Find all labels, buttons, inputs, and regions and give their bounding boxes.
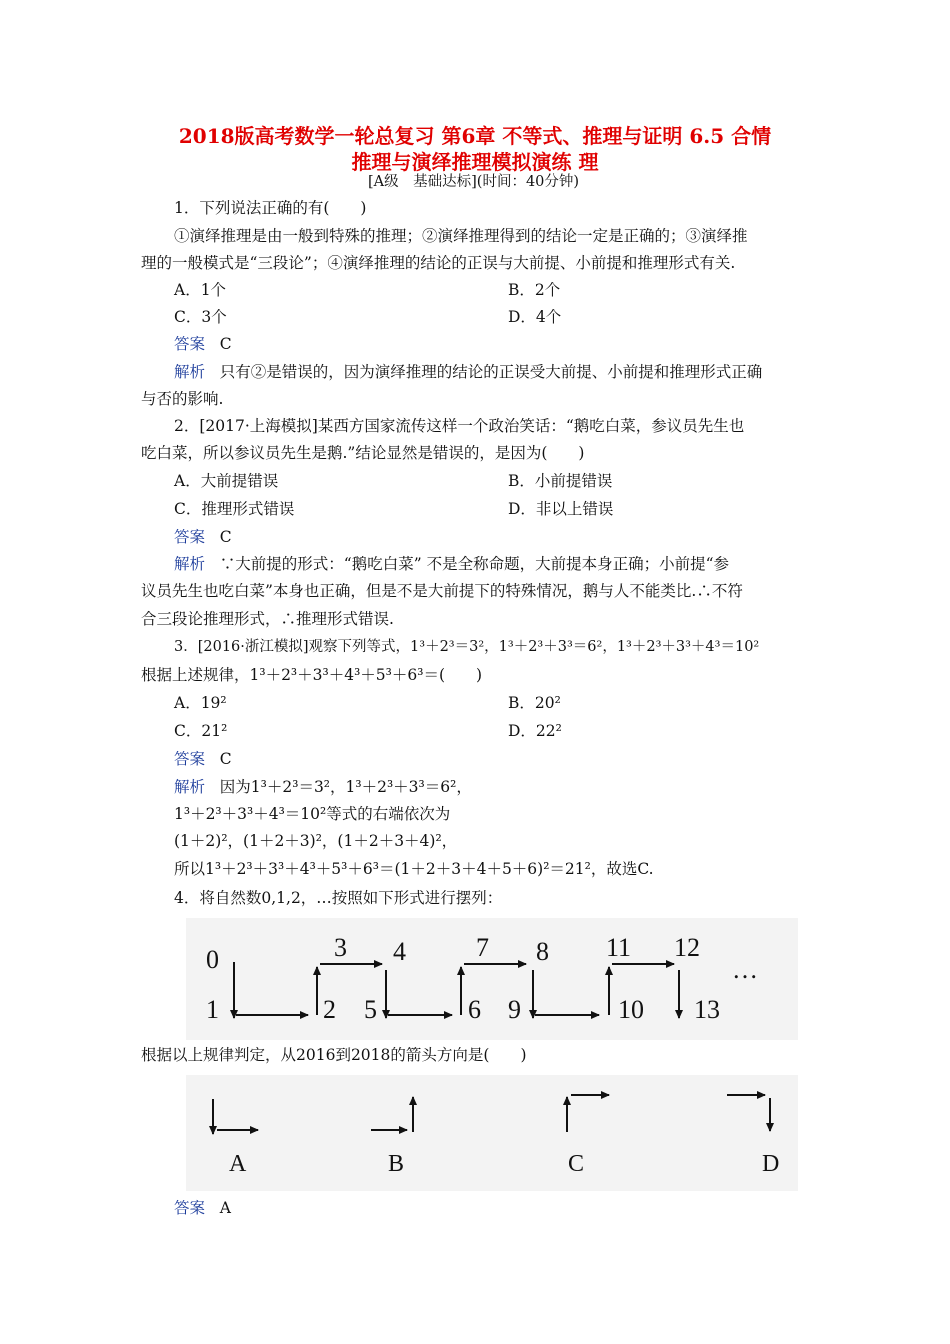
- sequence-number-14: …: [732, 955, 758, 984]
- section-subtitle: [A级 基础达标](时间：40分钟): [368, 174, 580, 190]
- q1-answer-value: C: [219, 335, 232, 353]
- q3-answer-value: C: [219, 750, 232, 768]
- q3-option-c: C．21²: [174, 722, 228, 740]
- q1-body-line-1: ①演绎推理是由一般到特殊的推理；②演绎推理得到的结论一定是正确的；③演绎推: [174, 227, 748, 245]
- sequence-number-3: 3: [334, 933, 347, 962]
- answer-label: 答案: [174, 528, 206, 546]
- analysis-label: 解析: [174, 555, 206, 573]
- q1-option-d: D．4个: [508, 308, 562, 326]
- sequence-number-4: 4: [393, 937, 406, 966]
- q2-stem-line-1: 2．[2017·上海模拟]某西方国家流传这样一个政治笑话：“鹅吃白菜，参议员先生也: [174, 417, 745, 435]
- choice-label-c: C: [568, 1151, 585, 1177]
- q1-body-line-2: 理的一般模式是“三段论”；④演绎推理的结论的正误与大前提、小前提和推理形式有关.: [141, 254, 736, 272]
- q2-analysis-line-2: 议员先生也吃白菜”本身也正确，但是不是大前提下的特殊情况，鹅与人不能类比.∴不符: [141, 582, 743, 600]
- sequence-number-9: 9: [508, 995, 521, 1024]
- q2-answer-row: [174, 526, 232, 548]
- q3-analysis-line-1: 因为1³＋2³＝3²，1³＋2³＋3³＝6²，: [219, 778, 472, 796]
- arrow-choices-figure: [186, 1075, 798, 1191]
- q3-analysis-line-4: 所以1³＋2³＋3³＋4³＋5³＋6³＝(1＋2＋3＋4＋5＋6)²＝21²，故选C.: [174, 860, 654, 878]
- q1-analysis-line-1: 只有②是错误的，因为演绎推理的结论的正误受大前提、小前提和推理形式正确: [219, 363, 763, 381]
- q3-option-d: D．22²: [508, 722, 562, 740]
- q3-answer-row: [174, 748, 232, 770]
- q4-answer-row: [174, 1197, 231, 1219]
- q2-option-c: C．推理形式错误: [174, 500, 295, 518]
- sequence-number-0: 0: [206, 945, 219, 974]
- q1-analysis-row: [174, 361, 762, 383]
- q2-stem-line-2: 吃白菜，所以参议员先生是鹅.”结论显然是错误的，是因为( ): [141, 444, 585, 462]
- q3-analysis-row: [174, 776, 472, 798]
- choice-label-d: D: [762, 1151, 780, 1177]
- q3-stem-line-1: 3．[2016·浙江模拟]观察下列等式，1³＋2³＝3²，1³＋2³＋3³＝6²，1³＋2³＋3³＋4³＝10²: [174, 639, 760, 655]
- q1-analysis-line-2: 与否的影响.: [141, 390, 224, 408]
- sequence-number-12: 12: [674, 933, 700, 962]
- sequence-number-8: 8: [536, 937, 549, 966]
- sequence-number-2: 2: [323, 995, 336, 1024]
- sequence-number-1: 1: [206, 995, 219, 1024]
- q1-answer-row: [174, 333, 232, 355]
- doc-title-line-1: 2018版高考数学一轮总复习 第6章 不等式、推理与证明 6.5 合情: [178, 124, 772, 148]
- arrangement-svg: [186, 918, 798, 1040]
- answer-label: 答案: [174, 1199, 206, 1217]
- q3-option-b: B．20²: [508, 694, 561, 712]
- q2-analysis-row: [174, 553, 729, 575]
- q2-analysis-line-3: 合三段论推理形式，∴推理形式错误.: [141, 610, 394, 628]
- q1-stem: 1．下列说法正确的有( ): [174, 199, 367, 217]
- number-arrangement-figure: [186, 918, 798, 1040]
- q3-analysis-line-2: 1³＋2³＋3³＋4³＝10²等式的右端依次为: [174, 805, 451, 823]
- q1-option-c: C．3个: [174, 308, 227, 326]
- q2-option-d: D．非以上错误: [508, 500, 614, 518]
- q2-answer-value: C: [219, 528, 232, 546]
- sequence-number-7: 7: [476, 933, 489, 962]
- analysis-label: 解析: [174, 778, 206, 796]
- sequence-number-11: 11: [606, 933, 632, 962]
- choices-svg: [186, 1075, 798, 1191]
- q1-option-b: B．2个: [508, 281, 561, 299]
- q1-option-a: A．1个: [174, 281, 227, 299]
- choice-label-a: A: [229, 1151, 247, 1177]
- sequence-number-5: 5: [364, 995, 377, 1024]
- choice-label-b: B: [388, 1151, 405, 1177]
- q2-analysis-line-1: ∵大前提的形式：“鹅吃白菜” 不是全称命题，大前提本身正确；小前提“参: [219, 555, 729, 573]
- q3-stem-line-2: 根据上述规律，1³＋2³＋3³＋4³＋5³＋6³＝( ): [141, 666, 483, 684]
- q2-option-a: A．大前提错误: [174, 472, 279, 490]
- sequence-number-10: 10: [618, 995, 644, 1024]
- answer-label: 答案: [174, 750, 206, 768]
- sequence-number-6: 6: [468, 995, 481, 1024]
- q4-stem: 4．将自然数0,1,2，…按照如下形式进行摆列：: [174, 889, 503, 907]
- doc-title-line-2: 推理与演绎推理模拟演练 理: [351, 150, 599, 174]
- q4-stem-line-2: 根据以上规律判定，从2016到2018的箭头方向是( ): [141, 1046, 527, 1064]
- q4-answer-value: A: [219, 1199, 231, 1217]
- q3-option-a: A．19²: [174, 694, 227, 712]
- answer-label: 答案: [174, 335, 206, 353]
- analysis-label: 解析: [174, 363, 206, 381]
- q3-analysis-line-3: (1＋2)²，(1＋2＋3)²，(1＋2＋3＋4)²，: [174, 832, 458, 850]
- q2-option-b: B．小前提错误: [508, 472, 613, 490]
- sequence-number-13: 13: [694, 995, 720, 1024]
